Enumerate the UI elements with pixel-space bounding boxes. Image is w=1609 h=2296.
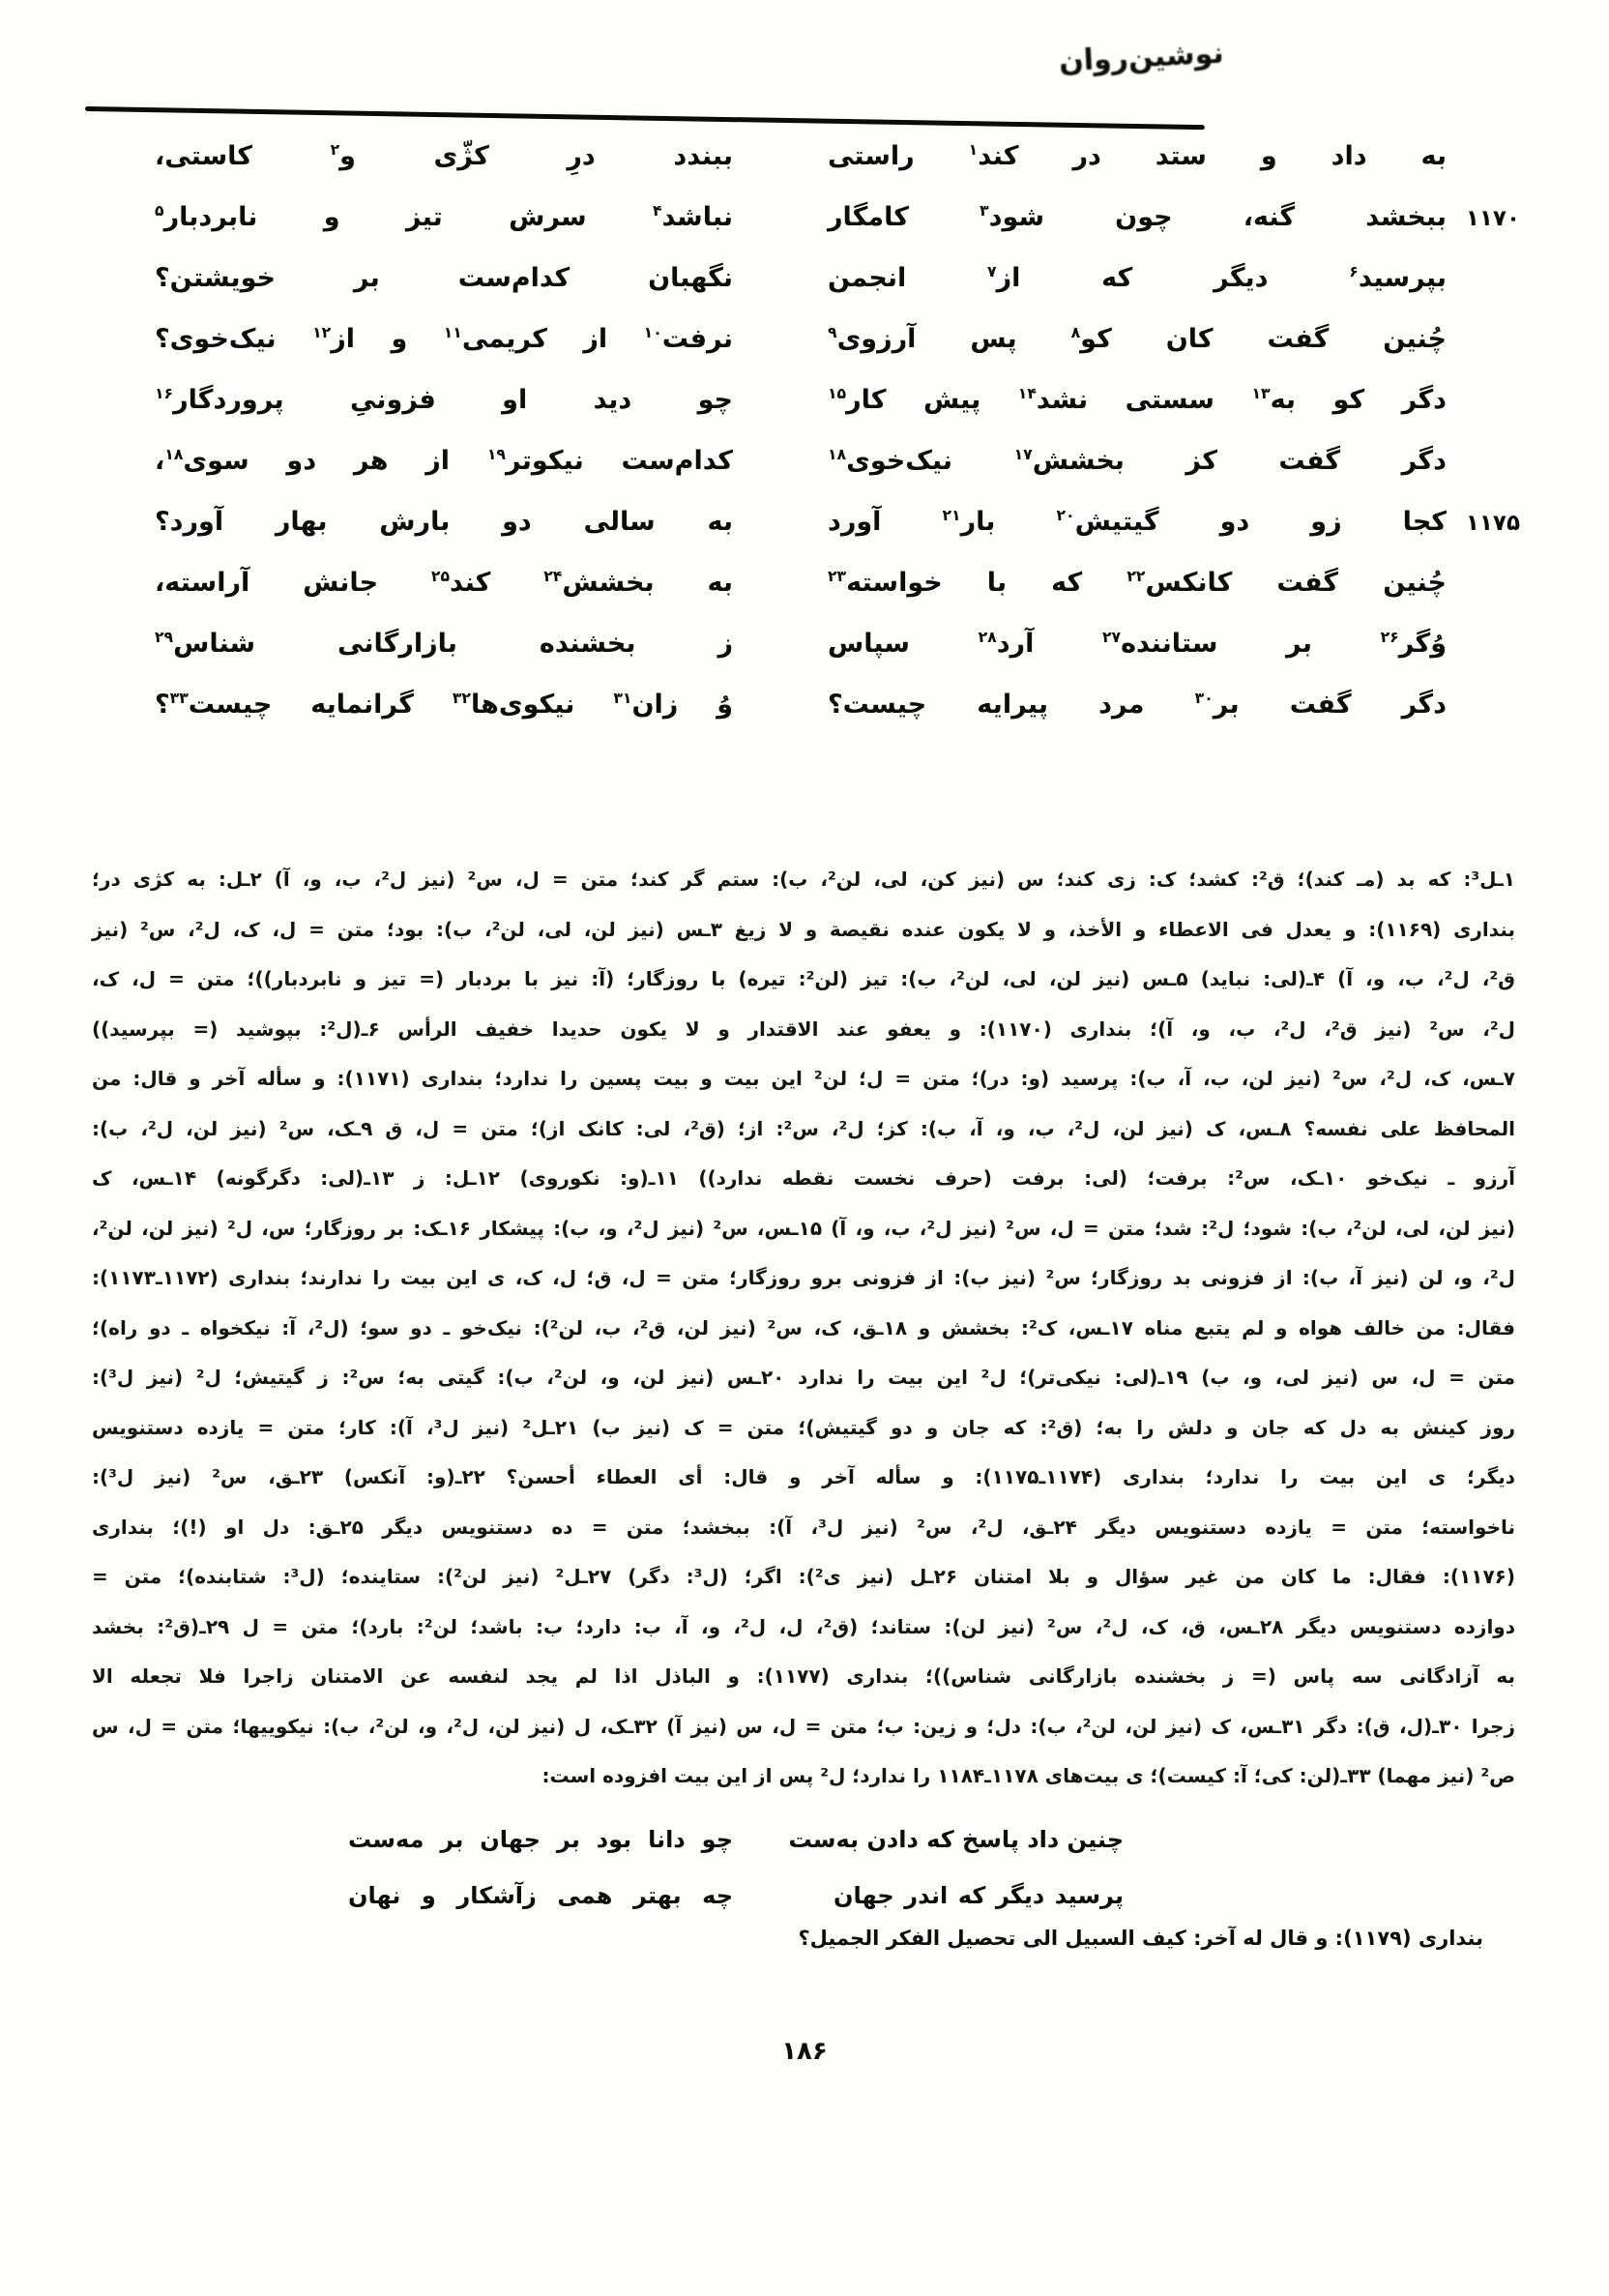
apparatus-line: ل²، س² (نیز ق²، ل²، ب، و، آ)؛ بنداری (۱۱۷۰): و یعفو عند الاقتدار و لا یکون حدیدا خفیف الرأس ۶ـ(ل²: بپوشید (= بپرسید)) — [92, 1016, 1515, 1041]
first-hemistich: چنین داد پاسخ که دادن به‌ست — [788, 1826, 1124, 1853]
first-hemistich: چُنین گفت کان کو$^۸$ پس آرزوی$^۹$ — [828, 323, 1447, 354]
verse-number — [1447, 690, 1520, 693]
apparatus-line: المحافظ علی نفسه؟ ۸ـس، ک (نیز لن، ل²، ب، و، آ، ب): کز؛ ل²، س²: از؛ (ق²، لی: کانک از)؛ متن = ل، ق ۹ـک، س² (نیز لن، ل²، ب): — [92, 1116, 1516, 1140]
running-head: نوشین‌روان — [1058, 36, 1225, 79]
first-hemistich: ببخشد گنه، چون شود$^۳$ کامگار — [828, 201, 1447, 232]
second-hemistich: چه بهتر همی زآشکار و نهان — [348, 1882, 733, 1909]
apparatus-line: (نیز لن، لی، لن²، ب): شود؛ ل²: شد؛ متن = ل، س² (نیز ل²، ب، و، آ) ۱۵ـس، س² (نیز ل²، و، ب): پیشکار ۱۶ـک: بر روزگار؛ س، ل² (نیز لن، لن²، — [92, 1216, 1515, 1240]
second-hemistich: کدام‌ست نیکوتر$^{۱۹}$ از هر دو سوی$^{۱۸}$، — [155, 445, 734, 476]
verse-number — [1447, 385, 1520, 389]
verse-number — [1447, 446, 1520, 450]
second-hemistich: ز بخشنده بازارگانی شناس$^{۲۹}$ — [155, 628, 733, 659]
verse-number — [1447, 629, 1520, 633]
apparatus-line: بنداری (۱۱۶۹): و یعدل فی الاعطاء و الأخذ، و لا یکون عنده نقیصة و لا زیغ ۳ـس (نیز لن، لی، لن²، ب): بود؛ متن = ل، ک، ل²، س² (نیز — [92, 917, 1515, 941]
apparatus-line: متن = ل، س (نیز لی، و، ب) ۱۹ـ(لی: نیکی‌تر)؛ ل² این بیت را ندارد ۲۰ـس (نیز لن، و، لن²، ب): گیتی به؛ س²: ز گیتیش؛ ل² (نیز ل³): — [92, 1366, 1515, 1389]
apparatus-line: زجرا ۳۰ـ(ل، ق): دگر ۳۱ـس، ک (نیز لن، لن²، ب): دل؛ و زین: ب؛ متن = ل، س (نیز آ) ۳۲ـک، ل (نیز لن، ل²، و، لن²، ب): نیکوییها؛ متن = ل، س — [92, 1714, 1516, 1738]
first-hemistich: دگر گفت کز بخشش$^{۱۷}$ نیک‌خوی$^{۱۸}$ — [828, 445, 1447, 476]
verse-number: ۱۱۷۰ — [1465, 206, 1520, 231]
apparatus-line: دوازده دستنویس دیگر ۲۸ـس، ق، ک، ل²، س² (نیز لن): ستاند؛ (ق²، ل، ل²، و، آ، ب: دارد؛ ب: باشد؛ لن²: بارد)؛ متن = ل ۲۹ـ(ق²: بخشد — [92, 1614, 1515, 1638]
first-hemistich: بپرسید$^۶$ دیگر که از$^۷$ انجمن — [828, 262, 1447, 293]
verse-line — [155, 690, 1520, 751]
apparatus-line: ق²، ل²، ب، و، آ) ۴ـ(لی: نباید) ۵ـس (نیز لن، لی، لن²، ب): تیز (لن²: تیره) با روزگار؛ (آ: نیز با بردبار (= تیز و نابردبار))؛ متن = ل، ک، — [92, 967, 1515, 990]
first-hemistich: چُنین گفت کانکس$^{۲۲}$ که با خواسته$^{۲۳}$ — [828, 567, 1447, 598]
verse-line — [155, 446, 1520, 507]
first-hemistich: به داد و ستد در کند$^۱$ راستی — [828, 140, 1447, 171]
second-hemistich: به بخشش$^{۲۴}$ کند$^{۲۵}$ جانش آراسته، — [155, 567, 733, 598]
apparatus-line: به آزادگانی سه پاس (= ز بخشنده بازارگانی شناس))؛ بنداری (۱۱۷۷): و الباذل اذا لم یجد لنفسه عن الامتنان زاجرا فلا تجعله الا — [92, 1664, 1515, 1688]
first-hemistich: دگر کو به$^{۱۳}$ سستی نشد$^{۱۴}$ پیش کار$^{۱۵}$ — [828, 384, 1448, 415]
verse-line — [155, 324, 1520, 385]
apparatus-line: آرزو ـ نیک‌خو ۱۰ـک، س²: برفت؛ (لی: برفت (حرف نخست نقطه ندارد)) ۱۱ـ(و: نکوروی) ۱۲ـل: ز ۱۳ـ(لی: دگرگونه) ۱۴ـس، ک — [92, 1166, 1515, 1190]
apparatus-line: ل²، و، لن (نیز آ، ب): از فزونی بد روزگار؛ س² (نیز ب): از فزونی برو روزگار؛ متن = ل، ق؛ ل، ک، ی این بیت را ندارند؛ بنداری (۱۱۷۲ـ۱۱۷۳): — [92, 1266, 1515, 1289]
critical-apparatus — [92, 855, 1515, 1802]
second-hemistich: نگهبان کدام‌ست بر خویشتن؟ — [155, 263, 733, 293]
first-hemistich: دگر گفت بر$^{۳۰}$ مرد پیرایه چیست؟ — [828, 689, 1447, 720]
inserted-couplets — [348, 1826, 1124, 1938]
second-hemistich: نرفت$^{۱۰}$ از کریمی$^{۱۱}$ و از$^{۱۲}$ نیک‌خوی؟ — [155, 323, 733, 354]
header-rule — [85, 106, 1205, 130]
apparatus-line: فقال: من خالف هواه و لم یتبع مناه ۱۷ـس، ک²: بخشش و ۱۸ـق، ک، س² (نیز لن، ق²، ب، لن²): نیک‌خو ـ دو سو؛ (ل²، آ: نیکخواه ـ دو راه)؛ — [92, 1315, 1516, 1339]
apparatus-line: ناخواسته؛ متن = یازده دستنویس دیگر ۲۴ـق، ل²، س² (نیز ل³، آ): ببخشد؛ متن = ده دستنویس دیگر ۲۵ـق: دل او (!)؛ بنداری — [92, 1515, 1516, 1539]
first-hemistich: پرسید دیگر که اندر جهان — [834, 1882, 1124, 1909]
inserted-verse-line — [348, 1826, 1124, 1882]
verse-line — [155, 507, 1520, 568]
second-hemistich: به سالی دو بارش بهار آورد؟ — [155, 507, 733, 537]
apparatus-line: (۱۱۷۶): فقال: ما کان من غیر سؤال و بلا امتنان ۲۶ـل (نیز ی²): اگر؛ (ل³: دگر) ۲۷ـل² (نیز لن²): ستاینده؛ (ل³: شتابنده)؛ متن = — [92, 1565, 1516, 1588]
verse-block — [155, 141, 1520, 751]
apparatus-line: ۷ـس، ک، ل²، س² (نیز لن، ب، آ، ب): پرسید (و: در)؛ متن = ل؛ لن² این بیت و بیت پسین را ندارد؛ بنداری (۱۱۷۱): و سأله آخر و قال: من — [92, 1067, 1515, 1090]
second-hemistich: وُ زان$^{۳۱}$ نیکوی‌ها$^{۳۲}$ گرانمایه چیست$^{۳۳}$؟ — [155, 689, 734, 720]
second-hemistich: ببندد درِ کژّی و$^۲$ کاستی، — [155, 140, 734, 171]
first-hemistich: کجا زو دو گیتیش$^{۲۰}$ بار$^{۲۱}$ آورد — [828, 506, 1447, 537]
second-hemistich: چو دید او فزونیِ پروردگار$^{۱۶}$ — [155, 384, 733, 415]
verse-number: ۱۱۷۵ — [1465, 511, 1520, 536]
page-number: ۱۸۶ — [781, 2037, 828, 2066]
verse-line — [155, 141, 1520, 202]
apparatus-line: ص² (نیز مهما) ۳۳ـ(لن: کی؛ آ: کیست)؛ ی بیت‌های ۱۱۷۸ـ۱۱۸۴ را ندارد؛ ل² پس از این بیت افزوده است: — [541, 1764, 1515, 1787]
first-hemistich: وُگر$^{۲۶}$ بر ستاننده$^{۲۷}$ آرد$^{۲۸}$ سپاس — [828, 628, 1447, 659]
verse-number — [1447, 324, 1520, 328]
verse-number — [1447, 568, 1520, 572]
verse-line — [155, 202, 1520, 263]
verse-number — [1447, 141, 1520, 145]
apparatus-line: روز کینش به دل که جان و دلش را به؛ (ق²: که جان و دو گیتیش)؛ متن = ک (نیز ب) ۲۱ـل² (نیز ل³، آ): کار؛ متن = یازده دستنویس — [92, 1415, 1516, 1439]
second-hemistich: نباشد$^۴$ سرش تیز و نابردبار$^۵$ — [155, 201, 733, 232]
apparatus-line: ۱ـل³: که بد (مـ کند)؛ ق²: کشد؛ ک: زی کند؛ س (نیز کن، لی، لن²، ب): ستم گر کند؛ متن = ل، س² (نیز ل²، ب، و، آ) ۲ـل: به کژی در؛ — [92, 868, 1515, 891]
bundari-arabic-note: بنداری (۱۱۷۹): و قال له آخر: کیف السبیل الی تحصیل الفکر الجمیل؟ — [798, 1927, 1483, 1950]
verse-number — [1447, 263, 1520, 267]
verse-line — [155, 385, 1520, 446]
verse-line — [155, 629, 1520, 690]
verse-line — [155, 568, 1520, 629]
verse-line — [155, 263, 1520, 324]
apparatus-line: دیگر؛ ی این بیت را ندارد؛ بنداری (۱۱۷۴ـ۱۱۷۵): و سأله آخر و قال: أی العطاء أحسن؟ ۲۲ـ(و: آنکس) ۲۳ـق، س² (نیز ل³): — [92, 1465, 1515, 1488]
second-hemistich: چو دانا بود بر جهان بر مه‌ست — [348, 1826, 733, 1853]
